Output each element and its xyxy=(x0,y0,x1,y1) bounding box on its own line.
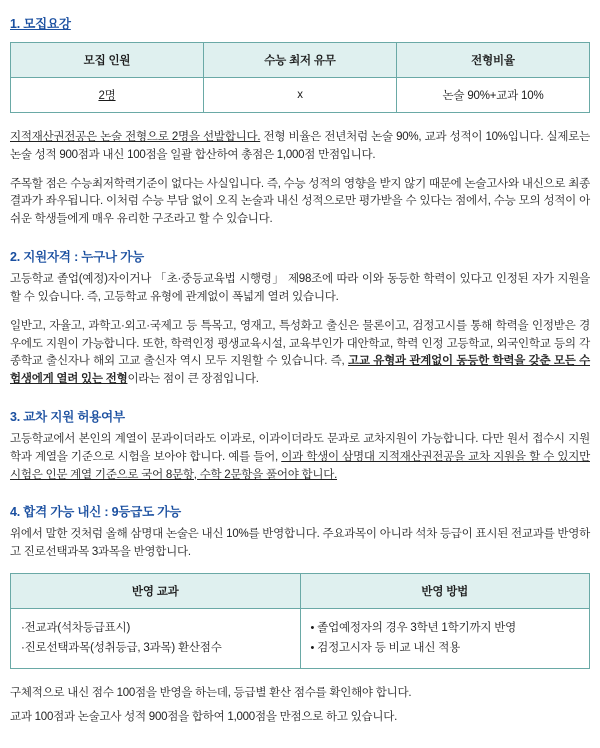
run-underlined: 지적재산권전공은 논술 전형으로 2명을 선발합니다. xyxy=(10,131,261,143)
subject-reflection-table xyxy=(10,573,590,669)
table-row xyxy=(11,609,590,669)
method-line-2 xyxy=(311,638,584,658)
table-row xyxy=(11,78,590,113)
method-line-1-text: 졸업예정자의 경우 3학년 1학기까지 반영 xyxy=(317,622,517,634)
table-header-row xyxy=(11,574,590,609)
section-4-closing-paragraph-1 xyxy=(10,685,590,703)
section-1-paragraph-2 xyxy=(10,176,590,229)
section-2-paragraph-2 xyxy=(10,318,590,389)
cell-quota xyxy=(11,78,204,113)
column-header-method: 반영 방법 xyxy=(300,574,590,609)
cell-ratio: 논술 90%+교과 10% xyxy=(397,78,590,113)
section-4-heading: 4. 합격 가능 내신 : 9등급도 가능 xyxy=(10,505,182,520)
section-3-paragraph-1 xyxy=(10,431,590,484)
run-plain: 위에서 말한 것처럼 올해 삼명대 논술은 내신 10%를 반영합니다. 주요과목이 아니라 석차 등급이 표시된 전교과를 반영하고 진로선택과목 3과목을 반영합니다. xyxy=(10,528,590,559)
column-header-csat-minimum: 수능 최저 유무 xyxy=(204,43,397,78)
cell-quota-value: 2명 xyxy=(98,90,116,102)
cell-csat-minimum: x xyxy=(204,78,397,113)
run-bold-underlined: 고교 유형과 관계없이 동등한 학력을 갖춘 모든 수험생에게 열려 있는 전형 xyxy=(10,355,590,386)
run-plain: 일반고, 자율고, 과학고·외고·국제고 등 특목고, 영재고, 특성화고 출신은 물론이고, 검정고시를 통해 학력을 인정받은 경우에도 지원이 가능합니다. 또한, 학력인정 평생교육시설, 교육부인가 대안학교, 학력 인정 고등학교, 외국인학교 등의 각종학교 출신자나 해외 고교 출신자 역시 모두 지원할 수 있습니다. 즉, xyxy=(10,319,590,368)
subject-line-2 xyxy=(21,638,294,658)
run-plain: 고등학교에서 본인의 계열이 문과이더라도 이과로, 이과이더라도 문과로 교차지원이 가능합니다. 다만 원서 접수시 지원 학과 계열을 기준으로 시험을 보아야 합니다. 예를 들어, xyxy=(10,432,590,463)
run-plain: 교과 100점과 논술고사 성적 900점을 합하여 1,000점을 만점으로 하고 있습니다. xyxy=(10,711,398,724)
run-plain: 주목할 점은 수능최저학력기준이 없다는 사실입니다. 즉, 수능 성적의 영향을 받지 않기 때문에 논술고사와 내신으로 최종 결과가 좌우됩니다. 이처럼 수능 부담 없이 오직 논술과 내신 성적으로만 평가받을 수 있다는 점에서, 수능 모의 성적이 아쉬운 학생들에게 매우 유리한 구조라고 할 수 있습니다. xyxy=(10,177,590,226)
run-plain-tail: 이라는 점이 큰 장점입니다. xyxy=(127,373,259,386)
run-plain: 고등학교 졸업(예정)자이거나 「초·중등교육법 시행령」 제98조에 따라 이와 동등한 학력이 있다고 인정된 자가 지원을 할 수 있습니다. 즉, 고등학교 유형에 관계없이 폭넓게 열려 있습니다. xyxy=(10,273,590,303)
section-4-paragraph-1 xyxy=(10,526,590,562)
column-header-subjects: 반영 교과 xyxy=(11,574,301,609)
section-1-paragraph-1 xyxy=(10,129,590,165)
run-plain: 전형 비율은 전년처럼 논술 90%, 교과 성적이 10%입니다. 실제로는 논술 성적 900점과 내신 100점을 일괄 합산하여 총점은 1,000점 만점입니다. xyxy=(10,131,590,161)
method-line-2-text: 검정고시자 등 비교 내신 적용 xyxy=(317,642,461,655)
section-2-heading: 2. 지원자격 : 누구나 가능 xyxy=(10,250,144,265)
subject-line-2-text: ·진로선택과목(성취등급, 3과목) 환산점수 xyxy=(21,642,222,655)
admission-summary-table xyxy=(10,42,590,113)
table-header-row xyxy=(11,43,590,78)
subject-line-1-text: ·전교과(석차등급표시) xyxy=(21,622,131,635)
cell-method xyxy=(300,609,590,669)
section-4-closing-paragraph-2 xyxy=(10,709,590,727)
section-2-paragraph-1 xyxy=(10,271,590,307)
cell-subjects xyxy=(11,609,301,669)
subject-line-1 xyxy=(21,618,294,638)
run-underlined: 이과 학생이 삼명대 지적재산권전공을 교차 지원을 할 수 있지만 시험은 인문 계열 기준으로 국어 8문항, 수학 2문항을 풀어야 합니다. xyxy=(10,450,590,481)
method-line-1 xyxy=(311,618,584,638)
column-header-ratio: 전형비율 xyxy=(397,43,590,78)
run-plain: 구체적으로 내신 점수 100점을 반영을 하는데, 등급별 환산 점수를 확인해야 합니다. xyxy=(10,686,412,699)
section-1-heading: 1. 모집요강 xyxy=(10,17,71,31)
column-header-quota: 모집 인원 xyxy=(11,43,204,78)
section-3-heading: 3. 교차 지원 허용여부 xyxy=(10,409,125,424)
